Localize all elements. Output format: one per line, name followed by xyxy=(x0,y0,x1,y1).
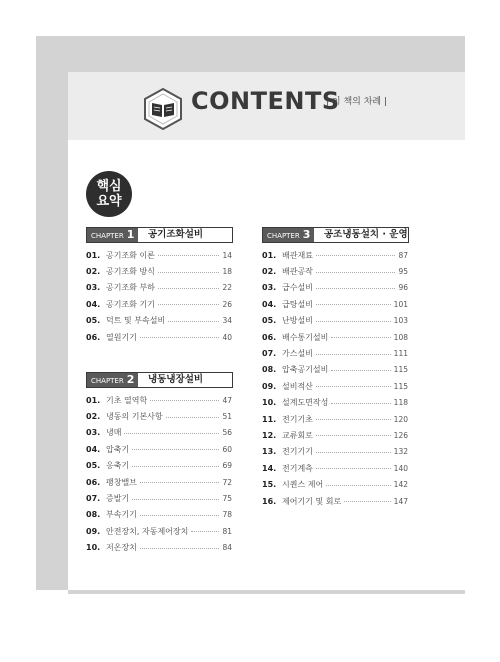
toc-entry xyxy=(86,280,232,296)
entry-label: 배관공작 xyxy=(282,267,313,277)
entry-number: 13. xyxy=(262,447,277,457)
entry-label: 덕트 및 부속설비 xyxy=(106,316,166,326)
entry-page: 126 xyxy=(393,430,408,440)
toc-entry xyxy=(262,313,408,329)
entry-page: 78 xyxy=(222,510,232,520)
toc-entry xyxy=(262,378,408,394)
dot-leader xyxy=(132,448,219,450)
chapter-3-header xyxy=(262,227,409,243)
dot-leader xyxy=(316,353,391,355)
entry-label: 설비적산 xyxy=(282,381,313,391)
entry-page: 34 xyxy=(222,316,232,326)
entry-number: 01. xyxy=(262,250,277,260)
toc-entry xyxy=(262,329,408,345)
top-gray-band xyxy=(36,36,465,72)
entry-label: 증발기 xyxy=(106,494,130,504)
toc-entry xyxy=(262,280,408,296)
entry-page: 140 xyxy=(393,463,408,473)
entry-page: 87 xyxy=(398,250,408,260)
toc-entry xyxy=(262,395,408,411)
entry-label: 전기기초 xyxy=(282,414,313,424)
entry-label: 저온장치 xyxy=(106,543,137,553)
core-summary-badge xyxy=(86,171,132,217)
dot-leader xyxy=(316,254,396,256)
chapter-title: 공기조화설비 xyxy=(148,229,204,240)
dot-leader xyxy=(132,498,219,500)
entry-number: 02. xyxy=(86,412,101,422)
toc-entry xyxy=(86,507,232,523)
entry-page: 115 xyxy=(393,381,408,391)
dot-leader xyxy=(158,287,220,289)
dot-leader xyxy=(168,320,219,322)
chapter-tag: CHAPTER 1 xyxy=(87,228,138,242)
entry-number: 11. xyxy=(262,414,277,424)
entry-page: 40 xyxy=(222,332,232,342)
entry-number: 05. xyxy=(262,316,277,326)
toc-entry xyxy=(86,247,232,263)
entry-label: 배관재료 xyxy=(282,250,313,260)
entry-page: 75 xyxy=(222,494,232,504)
toc-entry xyxy=(262,345,408,361)
entry-label: 열원기기 xyxy=(106,332,137,342)
toc-entry xyxy=(262,296,408,312)
entry-page: 118 xyxy=(393,398,408,408)
entry-number: 10. xyxy=(86,543,101,553)
entry-label: 압축기 xyxy=(106,444,130,454)
dot-leader xyxy=(316,467,391,469)
entry-number: 06. xyxy=(86,332,101,342)
dot-leader xyxy=(326,484,390,486)
dot-leader xyxy=(191,530,219,532)
entry-label: 급수설비 xyxy=(282,283,313,293)
open-book-icon xyxy=(142,88,184,130)
toc-entry xyxy=(86,408,232,424)
entry-label: 공기조화 방식 xyxy=(106,267,155,277)
chapter-tag: CHAPTER 2 xyxy=(87,373,138,387)
dot-leader xyxy=(316,287,396,289)
chapter-2-list xyxy=(86,392,232,556)
entry-label: 가스설비 xyxy=(282,349,313,359)
entry-page: 132 xyxy=(393,447,408,457)
entry-label: 응축기 xyxy=(106,461,130,471)
dot-leader xyxy=(158,303,220,305)
entry-number: 01. xyxy=(86,395,101,405)
entry-label: 팽창밸브 xyxy=(106,477,137,487)
entry-number: 08. xyxy=(262,365,277,375)
left-gray-band xyxy=(36,72,68,590)
entry-label: 공기조화 이론 xyxy=(106,250,155,260)
dot-leader xyxy=(140,514,220,516)
toc-entry xyxy=(262,427,408,443)
chapter-3-list xyxy=(262,247,408,509)
entry-page: 51 xyxy=(222,412,232,422)
entry-label: 냉매 xyxy=(106,428,122,438)
entry-page: 14 xyxy=(222,250,232,260)
entry-label: 배수통기설비 xyxy=(282,332,329,342)
entry-page: 108 xyxy=(393,332,408,342)
dot-leader xyxy=(158,254,220,256)
dot-leader xyxy=(331,402,390,404)
toc-entry xyxy=(262,362,408,378)
toc-entry xyxy=(86,296,232,312)
entry-label: 냉동의 기본사항 xyxy=(106,412,163,422)
toc-entry xyxy=(86,458,232,474)
toc-entry xyxy=(262,460,408,476)
page-subtitle: | 이 책의 차례 | xyxy=(326,97,387,107)
entry-page: 69 xyxy=(222,461,232,471)
dot-leader xyxy=(316,303,391,305)
dot-leader xyxy=(316,385,391,387)
entry-page: 103 xyxy=(393,316,408,326)
entry-label: 부속기기 xyxy=(106,510,137,520)
entry-number: 03. xyxy=(86,428,101,438)
entry-number: 03. xyxy=(262,283,277,293)
entry-page: 26 xyxy=(222,299,232,309)
toc-entry xyxy=(86,425,232,441)
entry-label: 전기기기 xyxy=(282,447,313,457)
entry-label: 공기조화 부하 xyxy=(106,283,155,293)
toc-entry xyxy=(86,441,232,457)
entry-number: 04. xyxy=(86,299,101,309)
entry-number: 10. xyxy=(262,398,277,408)
entry-label: 급탕설비 xyxy=(282,299,313,309)
dot-leader xyxy=(316,271,396,273)
entry-page: 60 xyxy=(222,444,232,454)
entry-number: 02. xyxy=(262,267,277,277)
dot-leader xyxy=(316,418,391,420)
chapter-2-header xyxy=(86,372,233,388)
entry-number: 06. xyxy=(262,332,277,342)
entry-label: 안전장치, 자동제어장치 xyxy=(106,526,189,536)
dot-leader xyxy=(150,399,219,401)
dot-leader xyxy=(140,547,220,549)
entry-page: 84 xyxy=(222,543,232,553)
entry-label: 설계도면작성 xyxy=(282,398,329,408)
entry-page: 56 xyxy=(222,428,232,438)
entry-number: 01. xyxy=(86,250,101,260)
entry-number: 15. xyxy=(262,480,277,490)
dot-leader xyxy=(166,416,220,418)
entry-page: 142 xyxy=(393,480,408,490)
entry-page: 22 xyxy=(222,283,232,293)
entry-number: 02. xyxy=(86,267,101,277)
entry-page: 147 xyxy=(393,496,408,506)
toc-entry xyxy=(262,263,408,279)
chapter-title: 냉동냉장설비 xyxy=(148,374,204,385)
entry-label: 난방설비 xyxy=(282,316,313,326)
toc-entry xyxy=(86,313,232,329)
entry-number: 09. xyxy=(262,381,277,391)
toc-entry xyxy=(86,490,232,506)
entry-number: 09. xyxy=(86,526,101,536)
entry-page: 120 xyxy=(393,414,408,424)
toc-entry xyxy=(86,392,232,408)
toc-entry xyxy=(86,329,232,345)
entry-page: 96 xyxy=(398,283,408,293)
entry-page: 47 xyxy=(222,395,232,405)
toc-entry xyxy=(262,411,408,427)
chapter-title: 공조냉동설치 · 운영 xyxy=(324,229,408,240)
dot-leader xyxy=(140,336,220,338)
badge-line-2: 요약 xyxy=(96,194,122,209)
entry-number: 14. xyxy=(262,463,277,473)
dot-leader xyxy=(316,320,391,322)
entry-label: 교류회로 xyxy=(282,430,313,440)
dot-leader xyxy=(124,432,219,434)
entry-page: 72 xyxy=(222,477,232,487)
entry-number: 07. xyxy=(86,494,101,504)
chapter-tag: CHAPTER 3 xyxy=(263,228,314,242)
chapter-1-list xyxy=(86,247,232,345)
entry-label: 압축공기설비 xyxy=(282,365,329,375)
toc-entry xyxy=(262,444,408,460)
entry-page: 81 xyxy=(222,526,232,536)
entry-number: 04. xyxy=(262,299,277,309)
toc-entry xyxy=(86,540,232,556)
toc-entry xyxy=(262,493,408,509)
entry-label: 공기조화 기기 xyxy=(106,299,155,309)
entry-number: 06. xyxy=(86,477,101,487)
toc-entry xyxy=(86,474,232,490)
entry-number: 03. xyxy=(86,283,101,293)
dot-leader xyxy=(316,451,391,453)
dot-leader xyxy=(331,336,390,338)
toc-entry xyxy=(86,523,232,539)
dot-leader xyxy=(344,500,390,502)
dot-leader xyxy=(331,369,390,371)
entry-number: 07. xyxy=(262,349,277,359)
chapter-1-header xyxy=(86,227,233,243)
entry-number: 05. xyxy=(86,461,101,471)
entry-page: 111 xyxy=(393,349,408,359)
entry-number: 08. xyxy=(86,510,101,520)
toc-entry xyxy=(262,247,408,263)
entry-label: 기초 열역학 xyxy=(106,395,148,405)
entry-label: 전기계측 xyxy=(282,463,313,473)
dot-leader xyxy=(316,434,391,436)
dot-leader xyxy=(132,465,219,467)
entry-page: 18 xyxy=(222,267,232,277)
toc-entry xyxy=(86,263,232,279)
toc-entry xyxy=(262,476,408,492)
entry-number: 05. xyxy=(86,316,101,326)
entry-number: 04. xyxy=(86,444,101,454)
entry-label: 제어기기 및 회로 xyxy=(282,496,342,506)
page-title: CONTENTS xyxy=(191,87,340,115)
dot-leader xyxy=(140,481,220,483)
entry-page: 95 xyxy=(398,267,408,277)
badge-line-1: 핵심 xyxy=(96,179,122,194)
entry-label: 시퀀스 제어 xyxy=(282,480,324,490)
dot-leader xyxy=(158,271,220,273)
entry-page: 115 xyxy=(393,365,408,375)
entry-number: 16. xyxy=(262,496,277,506)
bottom-gray-band xyxy=(68,590,465,594)
entry-page: 101 xyxy=(393,299,408,309)
entry-number: 12. xyxy=(262,430,277,440)
